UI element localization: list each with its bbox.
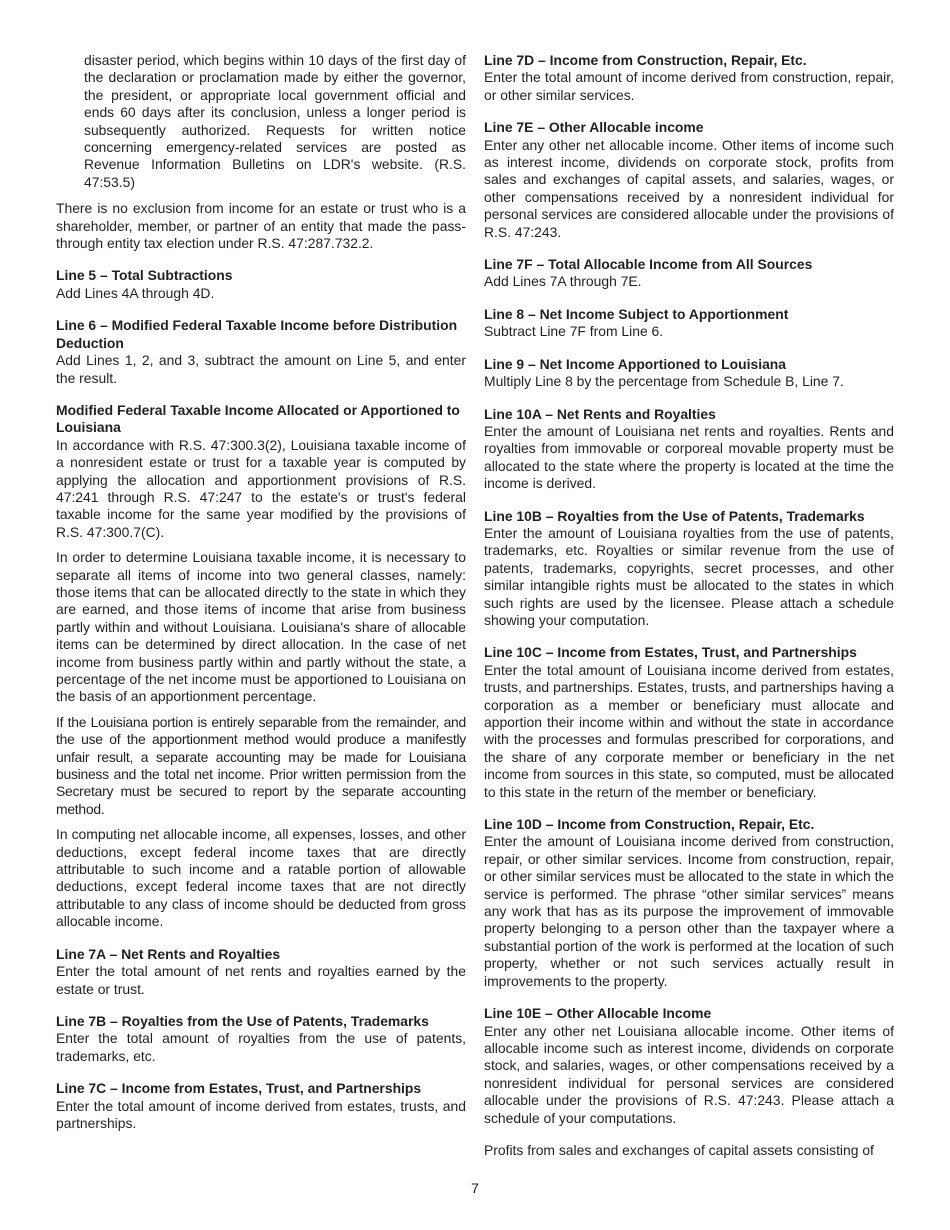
line10a-heading: Line 10A – Net Rents and Royalties [484, 405, 716, 422]
line7f-section [484, 256, 894, 291]
profits-fragment-paragraph: Profits from sales and exchanges of capital assets consisting of [484, 1141, 874, 1158]
line9-section [484, 356, 894, 391]
line7a-heading: Line 7A – Net Rents and Royalties [56, 945, 281, 962]
line10a-body: Enter the amount of Louisiana net rents and royalties. Rents and royalties from immovable or corporeal movable property must be allocated to the state where the property is located at the time the income is derived. [484, 422, 894, 492]
disaster-period-paragraph: disaster period, which begins within 10 days of the first day of the declaration or proclamation made by either the governor, the president, or appropriate local government official and ends 60 days after its conclusion, unless a longer period is subsequently authorized. Requests for written notice concerning emergency-related services are posted as Revenue Information Bulletins on LDR's website. (R.S. 47:53.5) [84, 52, 466, 190]
line7a-section [56, 946, 466, 998]
line10b-heading: Line 10B – Royalties from the Use of Patents, Trademarks [484, 507, 865, 524]
line10d-heading: Line 10D – Income from Construction, Repair, Etc. [484, 816, 815, 833]
line10d-body: Enter the amount of Louisiana income derived from construction, repair, or other similar services. Income from construction, repair, or other similar services must be allocated to the state in which the service is performed. The phrase “other similar services” means any work that has as its purpose the improvement of immovable property belonging to a person other than the taxpayer where a substantial portion of the work is performed at the location of such property, whether or not such services actually result in improvements to the property. [484, 833, 894, 989]
modified-income-p3: If the Louisiana portion is entirely separable from the remainder, and the use of the apportionment method would produce a manifestly unfair result, a separate accounting may be made for Louisiana business and the total net income. Prior written permission from the Secretary must be secured to report by the separate accounting method. [56, 713, 466, 817]
modified-income-p1: In accordance with R.S. 47:300.3(2), Louisiana taxable income of a nonresident estate or trust for a taxable year is computed by applying the allocation and apportionment provisions of R.S. 47:241 through R.S. 47:247 to the estate's or trust's federal taxable income for the same year modified by the provisions of R.S. 47:300.7(C). [56, 436, 466, 540]
line5-section [56, 267, 466, 302]
left-column [56, 52, 466, 1147]
line7f-body: Add Lines 7A through 7E. [484, 273, 642, 290]
line7d-body: Enter the total amount of income derived from construction, repair, or other similar services. [484, 69, 894, 103]
line7a-body: Enter the total amount of net rents and royalties earned by the estate or trust. [56, 963, 466, 997]
modified-income-p4: In computing net allocable income, all expenses, losses, and other deductions, except federal income taxes that are directly attributable to such income and a ratable portion of allowable deductions, except federal income taxes that are not directly attributable to any class of income should be deducted from gross allocable income. [56, 826, 466, 930]
line10d-section [484, 816, 894, 990]
modified-income-p2: In order to determine Louisiana taxable income, it is necessary to separate all items of income into two general classes, namely: those items that can be allocated directly to the state in which they are earned, and those items of income that arise from business partly within and without Louisiana. Louisiana's share of allocable items can be determined by direct allocation. In the case of net income from business partly within and partly without the state, a percentage of the net income must be apportioned to Louisiana on the basis of an apportionment percentage. [56, 549, 466, 705]
line6-section [56, 317, 466, 387]
line7b-section [56, 1013, 466, 1065]
line10b-body: Enter the amount of Louisiana royalties from the use of patents, trademarks, etc. Royalties or similar revenue from the use of patents, trademarks, copyrights, secret processes, and other similar intangible rights must be allocated to the states in which such rights are used by the licensee. Please attach a schedule showing your computation. [484, 524, 894, 628]
line9-body: Multiply Line 8 by the percentage from Schedule B, Line 7. [484, 373, 844, 390]
line5-heading: Line 5 – Total Subtractions [56, 267, 233, 284]
line10c-heading: Line 10C – Income from Estates, Trust, and Partnerships [484, 644, 857, 661]
line10e-body: Enter any other net Louisiana allocable income. Other items of allocable income such as interest income, dividends on corporate stock, and salaries, wages, or other compensations received by a nonresident individual for personal services are considered allocable under the provisions of R.S. 47:243. Please attach a schedule of your computations. [484, 1022, 894, 1126]
right-column [484, 52, 894, 1168]
line6-body: Add Lines 1, 2, and 3, subtract the amount on Line 5, and enter the result. [56, 352, 466, 386]
line10a-section [484, 406, 894, 493]
line7e-body: Enter any other net allocable income. Other items of income such as interest income, dividends on corporate stock, profits from sales and exchanges of capital assets, and salaries, wages, or other compensations received by a nonresident individual for personal services are considered allocable under the provisions of R.S. 47:243. [484, 136, 894, 240]
line7c-section [56, 1080, 466, 1132]
line7c-body: Enter the total amount of income derived from estates, trusts, and partnerships. [56, 1097, 466, 1131]
line8-heading: Line 8 – Net Income Subject to Apportionment [484, 305, 789, 322]
line10c-body: Enter the total amount of Louisiana income derived from estates, trusts, and partnerships. Estates, trusts, and partnerships having a corporation as a member or beneficiary must allocate and apportion their income within and without the state in accordance with the processes and formulas prescribed for corporations, and the share of any corporate member or beneficiary in the net income from sources in this state, so computed, must be allocated to this state in the return of the member or beneficiary. [484, 661, 894, 800]
line7b-heading: Line 7B – Royalties from the Use of Patents, Trademarks [56, 1012, 429, 1029]
line7e-section [484, 119, 894, 241]
line10c-section [484, 644, 894, 801]
modified-income-heading: Modified Federal Taxable Income Allocated or Apportioned to Louisiana [56, 401, 460, 436]
line6-heading: Line 6 – Modified Federal Taxable Income before Distribution Deduction [56, 317, 458, 351]
line7b-body: Enter the total amount of royalties from the use of patents, trademarks, etc. [56, 1030, 466, 1064]
modified-income-section [56, 402, 466, 931]
line8-section [484, 306, 894, 341]
no-exclusion-paragraph: There is no exclusion from income for an estate or trust who is a shareholder, member, or partner of an entity that made the pass-through entity tax election under R.S. 47:287.732.2. [56, 200, 466, 252]
line7d-section [484, 52, 894, 104]
line9-heading: Line 9 – Net Income Apportioned to Louisiana [484, 355, 787, 372]
line7e-heading: Line 7E – Other Allocable income [484, 119, 704, 136]
line7f-heading: Line 7F – Total Allocable Income from All Sources [484, 256, 813, 273]
line10e-heading: Line 10E – Other Allocable Income [484, 1005, 712, 1022]
line10b-section [484, 508, 894, 630]
line5-body: Add Lines 4A through 4D. [56, 284, 215, 301]
line10e-section [484, 1005, 894, 1127]
line8-body: Subtract Line 7F from Line 6. [484, 323, 664, 340]
line7c-heading: Line 7C – Income from Estates, Trust, and Partnerships [56, 1080, 422, 1097]
line7d-heading: Line 7D – Income from Construction, Repair, Etc. [484, 52, 807, 68]
page-number: 7 [471, 1180, 479, 1196]
